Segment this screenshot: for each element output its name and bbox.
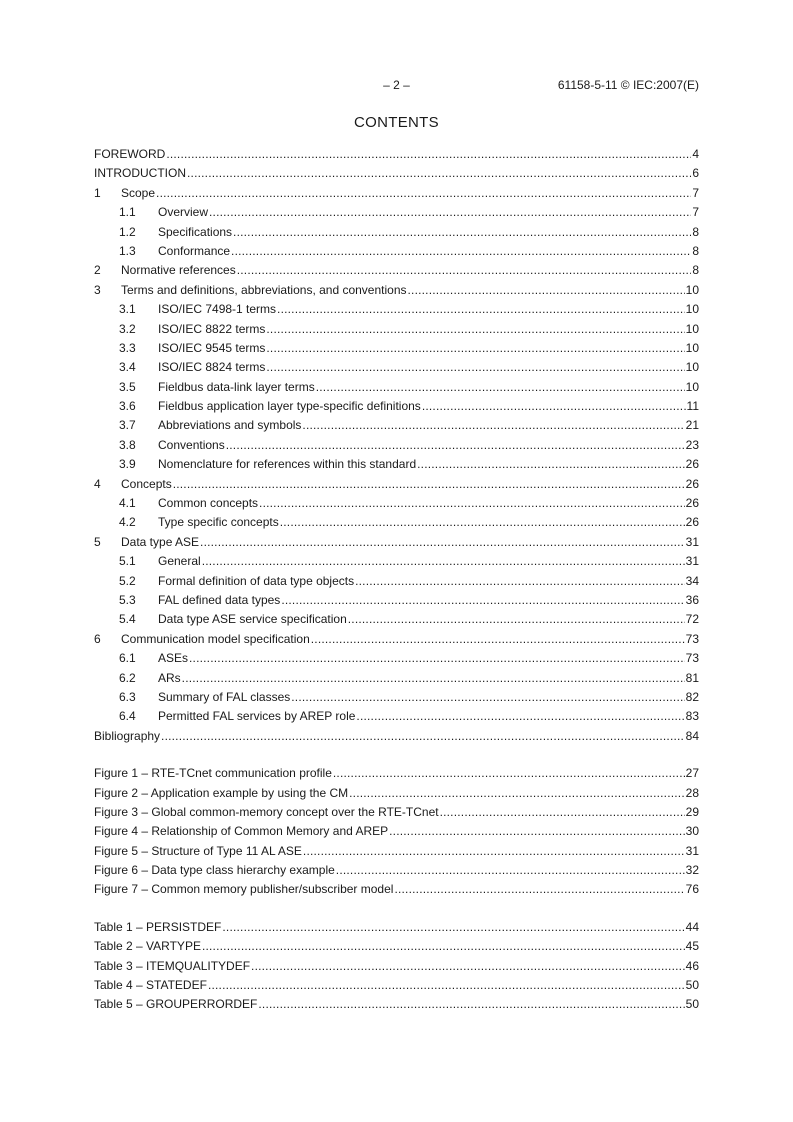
dot-leader: [440, 803, 685, 822]
dot-leader: [222, 918, 684, 937]
toc-entry-number: 2: [94, 263, 101, 278]
page-header: [94, 78, 699, 94]
toc-entry-page: 4: [692, 147, 699, 161]
toc-entry-label: Fieldbus application layer type-specific definitions: [158, 399, 421, 414]
toc-entry-label: Figure 3 – Global common-memory concept over the RTE-TCnet: [94, 804, 439, 819]
toc-entry-page: 10: [685, 379, 699, 394]
toc-entry-page: 23: [685, 437, 699, 452]
toc-entry-label: Concepts: [121, 476, 172, 491]
toc-entry-page: 26: [685, 496, 699, 511]
document-id: 61158-5-11 © IEC:2007(E): [557, 78, 699, 92]
toc-entry-page: 84: [685, 728, 699, 743]
toc-entry-label: Table 3 – ITEMQUALITYDEF: [94, 958, 251, 973]
toc-entry[interactable]: [94, 918, 699, 937]
dot-leader: [303, 842, 685, 861]
toc-entry-label: Figure 6 – Data type class hierarchy example: [94, 863, 335, 878]
dot-leader: [417, 455, 685, 474]
toc-entry-page: 10: [685, 340, 699, 355]
toc-entry[interactable]: [94, 320, 699, 339]
toc-entry-page: 8: [692, 243, 699, 258]
toc-entry-page: 32: [685, 863, 699, 878]
toc-entry-label: ARs: [158, 670, 181, 685]
dot-leader: [182, 669, 685, 688]
toc-entry[interactable]: [94, 688, 699, 707]
toc-entry[interactable]: [94, 494, 699, 513]
toc-entry[interactable]: [94, 203, 699, 222]
toc-entry[interactable]: [94, 649, 699, 668]
list-of-figures: [94, 764, 699, 900]
toc-entry[interactable]: [94, 764, 699, 783]
toc-entry-label: Permitted FAL services by AREP role: [158, 709, 356, 724]
toc-entry-page: 10: [685, 302, 699, 317]
dot-leader: [389, 822, 685, 841]
toc-entry-number: 3.2: [119, 321, 136, 336]
toc-entry-page: 46: [685, 958, 699, 973]
toc-entry[interactable]: [94, 378, 699, 397]
dot-leader: [166, 145, 691, 164]
toc-entry-number: 4.2: [119, 515, 136, 530]
dot-leader: [408, 281, 685, 300]
toc-entry-page: 44: [685, 919, 699, 934]
toc-entry-label: Figure 1 – RTE-TCnet communication profile: [94, 766, 332, 781]
toc-entry[interactable]: [94, 995, 699, 1014]
dot-leader: [266, 339, 684, 358]
toc-entry-number: 6.1: [119, 651, 136, 666]
toc-entry-page: 50: [685, 997, 699, 1012]
toc-entry[interactable]: [94, 822, 699, 841]
toc-entry[interactable]: [94, 976, 699, 995]
toc-entry[interactable]: [94, 242, 699, 261]
toc-entry-number: 3.4: [119, 360, 136, 375]
dot-leader: [302, 416, 684, 435]
toc-entry-number: 3.8: [119, 437, 136, 452]
dot-leader: [258, 995, 684, 1014]
dot-leader: [251, 957, 685, 976]
dot-leader: [348, 610, 685, 629]
dot-leader: [189, 649, 685, 668]
dot-leader: [231, 242, 691, 261]
dot-leader: [202, 937, 685, 956]
toc-entry-page: 29: [685, 804, 699, 819]
toc-entry-page: 36: [685, 592, 699, 607]
toc-entry[interactable]: [94, 610, 699, 629]
toc-entry-number: 3.7: [119, 418, 136, 433]
toc-entry-label: Formal definition of data type objects: [158, 573, 355, 588]
toc-entry-label: Overview: [158, 205, 209, 220]
toc-entry-page: 31: [685, 554, 699, 569]
toc-entry-number: 5.3: [119, 592, 136, 607]
toc-entry-page: 10: [685, 321, 699, 336]
toc-entry-number: 4.1: [119, 496, 136, 511]
toc-entry-number: 5.2: [119, 573, 136, 588]
toc-entry-page: 50: [685, 978, 699, 993]
toc-entry-page: 73: [685, 651, 699, 666]
toc-entry[interactable]: [94, 397, 699, 416]
toc-entry[interactable]: [94, 707, 699, 726]
toc-entry-label: Type specific concepts: [158, 515, 279, 530]
toc-entry-number: 3.6: [119, 399, 136, 414]
toc-entry[interactable]: [94, 436, 699, 455]
toc-entry-label: Nomenclature for references within this standard: [158, 457, 417, 472]
toc-entry-label: Common concepts: [158, 496, 259, 511]
toc-entry[interactable]: [94, 184, 699, 203]
toc-entry-number: 5: [94, 534, 101, 549]
toc-entry-page: 73: [685, 631, 699, 646]
toc-entry-page: 31: [685, 534, 699, 549]
dot-leader: [200, 533, 685, 552]
toc-entry-number: 6: [94, 631, 101, 646]
toc-entry[interactable]: [94, 842, 699, 861]
dot-leader: [422, 397, 686, 416]
dot-leader: [209, 203, 691, 222]
divider: [94, 746, 699, 764]
dot-leader: [349, 784, 685, 803]
toc-entry[interactable]: [94, 164, 699, 183]
dot-leader: [311, 630, 685, 649]
toc-entry-page: 28: [685, 785, 699, 800]
toc-entry-page: 10: [685, 282, 699, 297]
dot-leader: [291, 688, 684, 707]
dot-leader: [187, 164, 691, 183]
toc-entry-page: 45: [685, 939, 699, 954]
toc-entry-number: 6.2: [119, 670, 136, 685]
dot-leader: [237, 261, 692, 280]
toc-entry-label: Data type ASE service specification: [158, 612, 347, 627]
dot-leader: [394, 880, 684, 899]
toc-entry[interactable]: [94, 455, 699, 474]
dot-leader: [356, 707, 684, 726]
toc-entry-label: Summary of FAL classes: [158, 689, 291, 704]
toc-entry[interactable]: [94, 630, 699, 649]
toc-entry-page: 27: [685, 766, 699, 781]
dot-leader: [226, 436, 685, 455]
toc-entry-page: 81: [685, 670, 699, 685]
dot-leader: [259, 494, 685, 513]
toc-entry-label: Conventions: [158, 437, 225, 452]
toc-entry[interactable]: [94, 727, 699, 746]
toc-entry[interactable]: [94, 803, 699, 822]
toc-entry-number: 6.3: [119, 689, 136, 704]
toc-entry[interactable]: [94, 281, 699, 300]
toc-entry-label: Terms and definitions, abbreviations, and conventions: [121, 282, 407, 297]
toc-entry-label: Conformance: [158, 243, 231, 258]
toc-entry[interactable]: [94, 416, 699, 435]
toc-entry-label: Table 1 – PERSISTDEF: [94, 919, 222, 934]
toc-entry-number: 3: [94, 282, 101, 297]
toc-entry-number: 6.4: [119, 709, 136, 724]
toc-entry-label: ISO/IEC 9545 terms: [158, 340, 266, 355]
toc-entry-number: 5.1: [119, 554, 136, 569]
dot-leader: [280, 513, 685, 532]
dot-leader: [281, 591, 684, 610]
toc-entry-label: Fieldbus data-link layer terms: [158, 379, 315, 394]
toc-entry-page: 31: [685, 843, 699, 858]
dot-leader: [336, 861, 685, 880]
toc-entry-page: 72: [685, 612, 699, 627]
toc-entry-label: FOREWORD: [94, 147, 166, 161]
toc-entry-page: 7: [692, 205, 699, 220]
toc-entry-page: 7: [692, 185, 699, 200]
toc-sections: [94, 145, 699, 746]
toc-entry-number: 3.3: [119, 340, 136, 355]
toc-entry-page: 34: [685, 573, 699, 588]
table-of-contents: [94, 145, 699, 1015]
toc-entry[interactable]: [94, 861, 699, 880]
toc-entry-page: 26: [685, 457, 699, 472]
toc-entry-number: 1.1: [119, 205, 136, 220]
dot-leader: [266, 320, 684, 339]
toc-entry-number: 3.1: [119, 302, 136, 317]
dot-leader: [161, 727, 685, 746]
toc-entry-label: Figure 2 – Application example by using the CM: [94, 785, 349, 800]
toc-entry[interactable]: [94, 552, 699, 571]
toc-entry-label: Figure 5 – Structure of Type 11 AL ASE: [94, 843, 302, 858]
toc-entry-number: 5.4: [119, 612, 136, 627]
toc-entry[interactable]: [94, 145, 699, 164]
dot-leader: [333, 764, 685, 783]
toc-entry-label: FAL defined data types: [158, 592, 281, 607]
dot-leader: [316, 378, 685, 397]
toc-entry-page: 30: [685, 824, 699, 839]
toc-entry-number: 3.9: [119, 457, 136, 472]
toc-entry-label: Table 4 – STATEDEF: [94, 978, 207, 993]
list-of-tables: [94, 918, 699, 1015]
toc-entry-label: Table 2 – VARTYPE: [94, 939, 201, 954]
toc-entry-label: Normative references: [121, 263, 236, 278]
dot-leader: [208, 976, 685, 995]
toc-entry-label: Table 5 – GROUPERRORDEF: [94, 997, 258, 1012]
toc-entry-label: INTRODUCTION: [94, 166, 186, 181]
dot-leader: [266, 358, 684, 377]
toc-entry-label: ISO/IEC 7498-1 terms: [158, 302, 277, 317]
toc-entry-page: 6: [692, 166, 699, 181]
toc-entry[interactable]: [94, 572, 699, 591]
toc-entry-label: ASEs: [158, 651, 189, 666]
toc-entry[interactable]: [94, 261, 699, 280]
dot-leader: [156, 184, 691, 203]
toc-entry[interactable]: [94, 358, 699, 377]
toc-entry-label: Figure 4 – Relationship of Common Memory and AREP: [94, 824, 389, 839]
toc-entry-number: 4: [94, 476, 101, 491]
toc-entry-label: Data type ASE: [121, 534, 200, 549]
divider: [94, 900, 699, 918]
toc-entry[interactable]: [94, 223, 699, 242]
toc-entry-number: 1.3: [119, 243, 136, 258]
toc-entry[interactable]: [94, 669, 699, 688]
toc-entry-page: 8: [692, 263, 699, 278]
toc-entry-page: 83: [685, 709, 699, 724]
toc-entry-number: 1: [94, 185, 101, 200]
toc-entry[interactable]: [94, 475, 699, 494]
toc-entry-page: 8: [692, 224, 699, 239]
toc-entry[interactable]: [94, 513, 699, 532]
page-number: – 2 –: [383, 78, 410, 92]
toc-entry[interactable]: [94, 533, 699, 552]
toc-entry-number: 1.2: [119, 224, 136, 239]
toc-entry-page: 21: [685, 418, 699, 433]
toc-entry-page: 76: [685, 882, 699, 897]
toc-entry-label: Abbreviations and symbols: [158, 418, 302, 433]
dot-leader: [355, 572, 685, 591]
toc-entry-page: 26: [685, 476, 699, 491]
toc-entry-page: 11: [686, 399, 699, 414]
dot-leader: [277, 300, 685, 319]
toc-entry-label: Figure 7 – Common memory publisher/subscriber model: [94, 882, 394, 897]
toc-entry[interactable]: [94, 880, 699, 899]
toc-entry-number: 3.5: [119, 379, 136, 394]
page-title: CONTENTS: [354, 114, 439, 131]
toc-entry-label: ISO/IEC 8824 terms: [158, 360, 266, 375]
toc-entry[interactable]: [94, 937, 699, 956]
toc-entry[interactable]: [94, 300, 699, 319]
toc-entry-page: 82: [685, 689, 699, 704]
toc-entry[interactable]: [94, 957, 699, 976]
toc-entry-page: 10: [685, 360, 699, 375]
toc-entry[interactable]: [94, 591, 699, 610]
toc-entry[interactable]: [94, 784, 699, 803]
toc-entry-label: Bibliography: [94, 728, 161, 743]
dot-leader: [202, 552, 685, 571]
toc-entry-label: General: [158, 554, 201, 569]
dot-leader: [173, 475, 685, 494]
toc-entry-label: Communication model specification: [121, 631, 310, 646]
toc-entry[interactable]: [94, 339, 699, 358]
toc-entry-label: ISO/IEC 8822 terms: [158, 321, 266, 336]
toc-entry-label: Scope: [121, 185, 156, 200]
toc-entry-label: Specifications: [158, 224, 233, 239]
toc-entry-page: 26: [685, 515, 699, 530]
dot-leader: [233, 223, 691, 242]
